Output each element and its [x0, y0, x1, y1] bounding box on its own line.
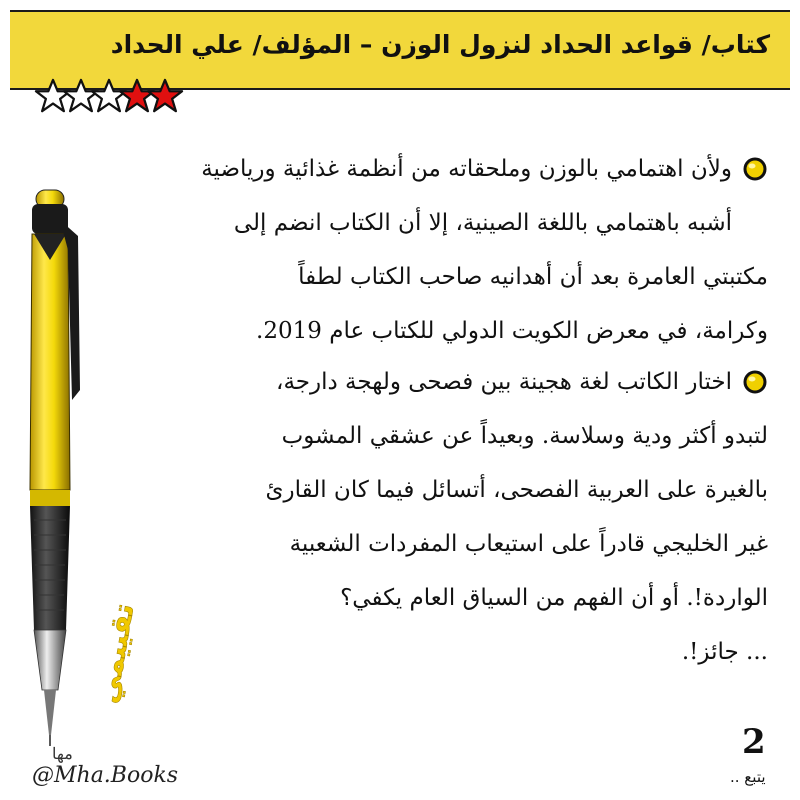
account-handle: @Mha.Books — [32, 763, 179, 788]
continue-label: يتبع .. — [730, 768, 766, 786]
paragraph-line: الواردة!. أو أن الفهم من السياق العام يكفي؟ — [340, 585, 768, 611]
bullet-icon — [742, 369, 768, 395]
signature: مها — [52, 744, 73, 763]
paragraph-2 — [68, 355, 768, 679]
star-filled-icon — [146, 78, 184, 114]
paragraph-line: غير الخليجي قادراً على استيعاب المفردات الشعبية — [289, 531, 768, 557]
bullet-icon — [742, 156, 768, 182]
paragraph-line: ... جائز!. — [681, 639, 768, 665]
paragraph-line: أشبه باهتمامي باللغة الصينية، إلا أن الكتاب انضم إلى — [233, 210, 732, 236]
page-title: كتاب/ قواعد الحداد لنزول الوزن – المؤلف/ علي الحداد — [110, 30, 770, 59]
paragraph-line: اختار الكاتب لغة هجينة بين فصحى ولهجة دارجة، — [276, 369, 732, 395]
paragraph-line: ولأن اهتمامي بالوزن وملحقاته من أنظمة غذائية ورياضية — [201, 156, 732, 182]
paragraph-line: مكتبتي العامرة بعد أن أهدانيه صاحب الكتاب لطفاً — [298, 264, 768, 290]
pen-illustration — [20, 190, 100, 750]
page-number: 2 — [742, 722, 766, 762]
rating-stars — [34, 78, 174, 114]
review-word-calligraphy — [90, 590, 150, 720]
review-word-text: تقييمي — [90, 600, 141, 706]
paragraph-1 — [68, 142, 768, 358]
paragraph-line: بالغيرة على العربية الفصحى، أتسائل فيما كان القارئ — [265, 477, 768, 503]
paragraph-line: وكرامة، في معرض الكويت الدولي للكتاب عام 2019. — [256, 318, 768, 344]
paragraph-line: لتبدو أكثر ودية وسلاسة. وبعيداً عن عشقي المشوب — [281, 423, 768, 449]
